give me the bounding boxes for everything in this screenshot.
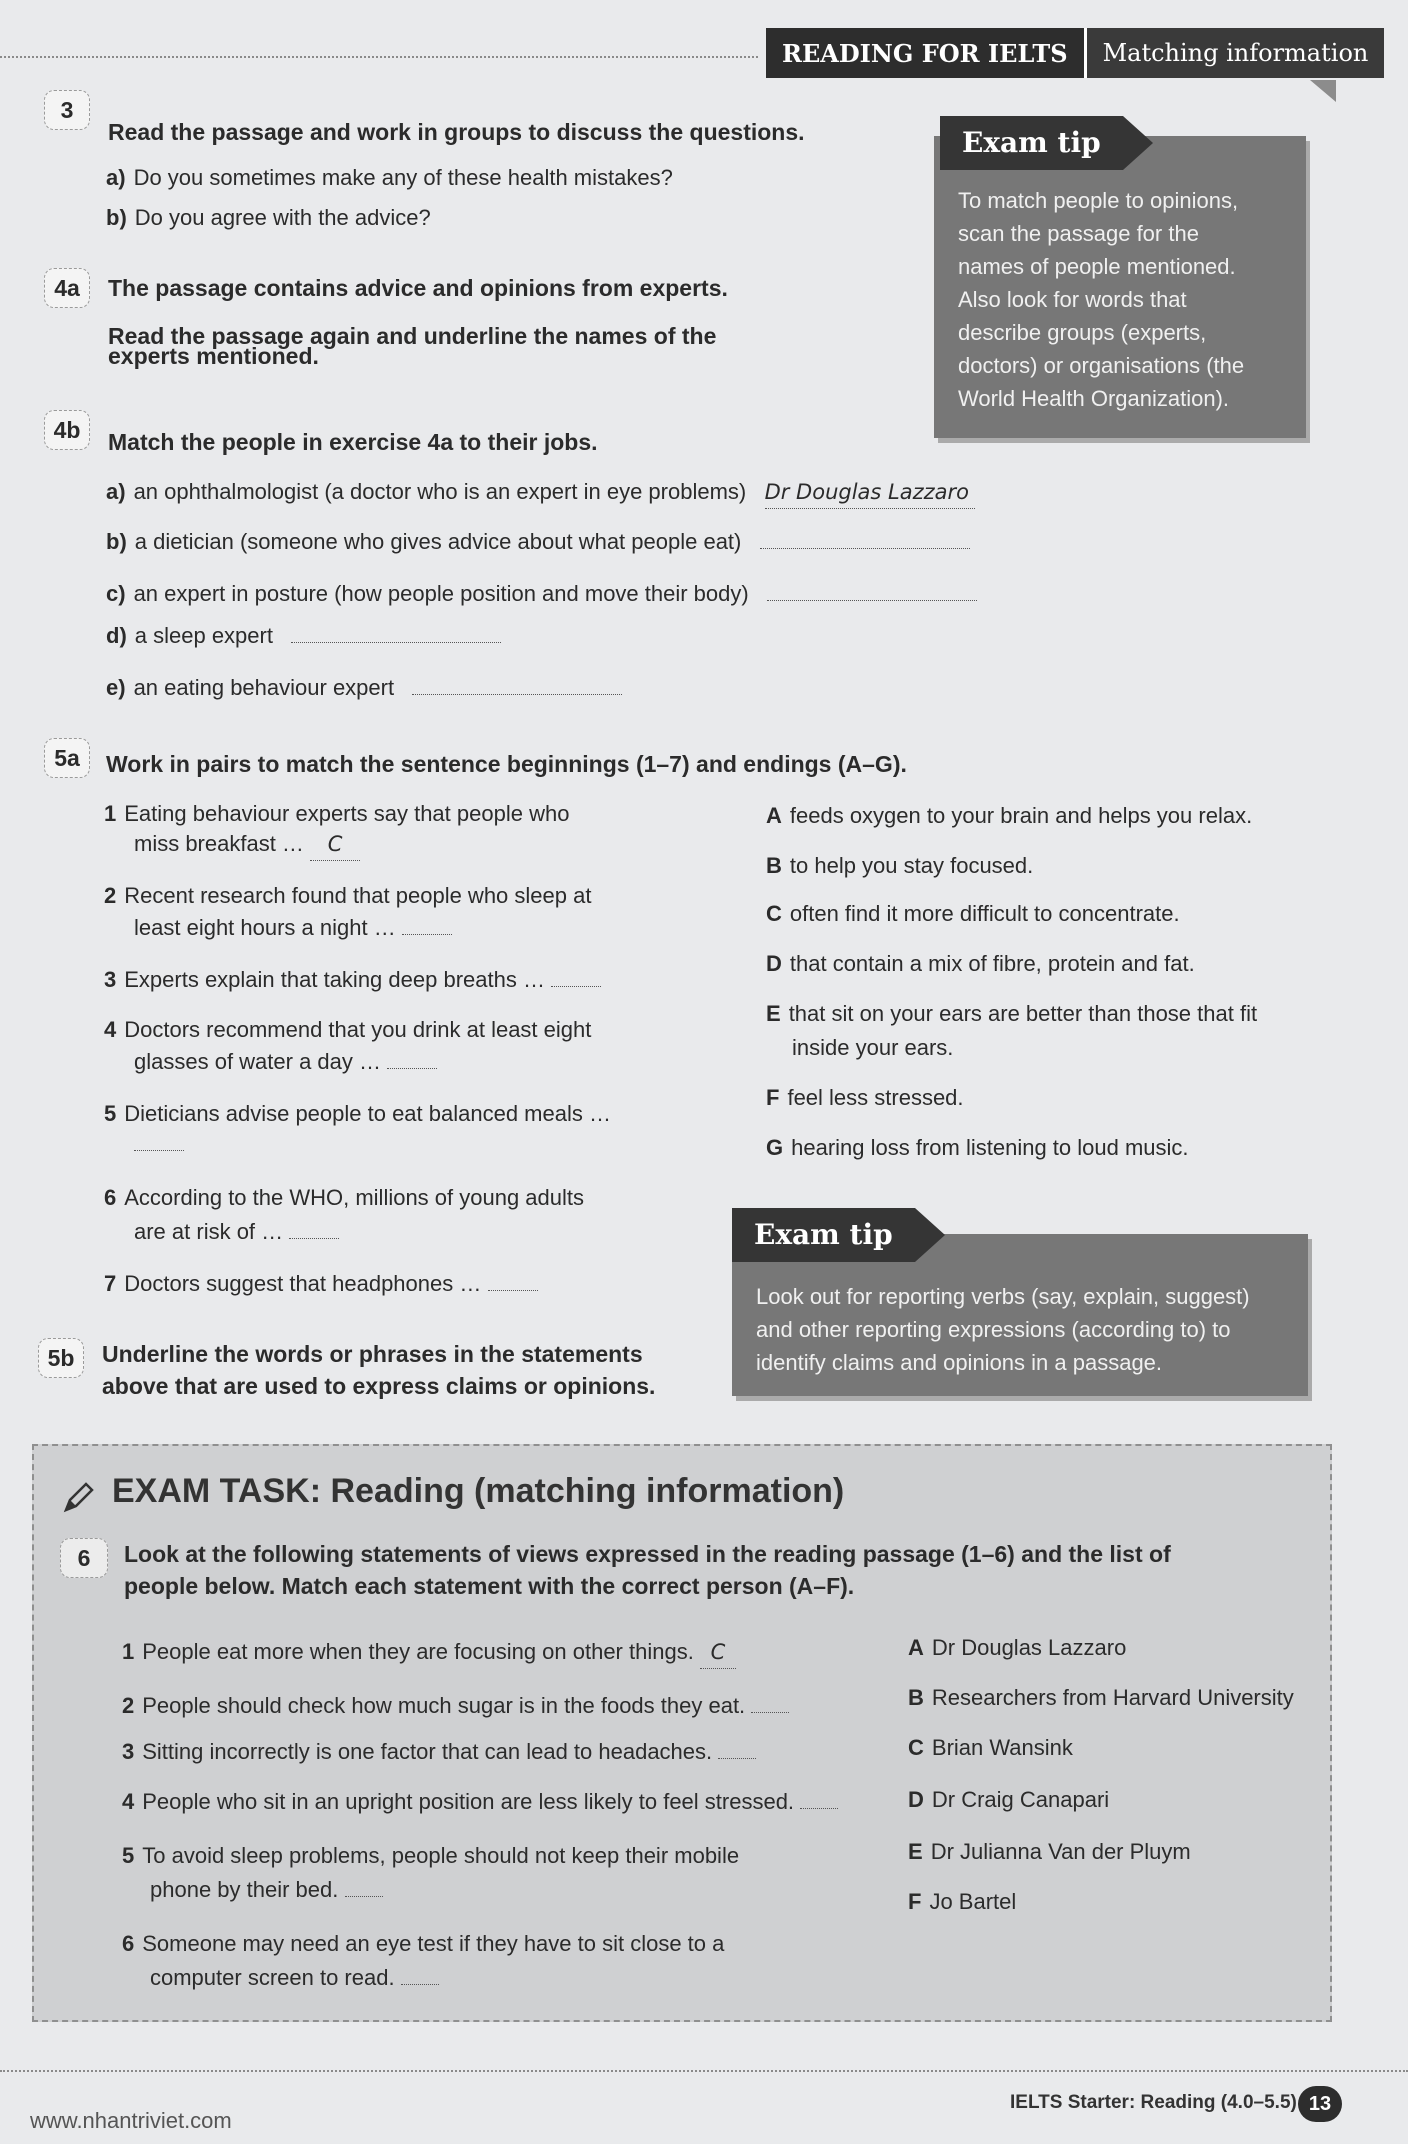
person-item [908, 1682, 1294, 1714]
section-header [766, 28, 1384, 78]
item-number: 4 [122, 1789, 135, 1814]
ending-letter: A [766, 803, 782, 828]
item-label: b) [106, 205, 127, 230]
statement-text: People should check how much sugar is in the foods they eat. [142, 1693, 746, 1718]
sentence-ending-cont: inside your ears. [792, 1035, 954, 1060]
sentence-beginning [104, 1268, 538, 1300]
item-text: Do you sometimes make any of these health mistakes? [133, 165, 673, 190]
sentence-beginning [104, 1182, 584, 1214]
sentence-ending [766, 898, 1180, 930]
item-label: d) [106, 623, 127, 648]
statement-item-cont [150, 1874, 383, 1906]
tip-line: identify claims and opinions in a passage. [756, 1350, 1163, 1375]
sentence-beginning [104, 1014, 591, 1046]
statement-item [122, 1840, 739, 1872]
answer-blank[interactable] [760, 548, 970, 549]
item-number: 1 [104, 801, 117, 826]
item-text: Doctors suggest that headphones … [124, 1271, 482, 1296]
job-item [106, 620, 501, 652]
person-name: Brian Wansink [931, 1735, 1073, 1760]
answer-blank[interactable] [387, 1068, 437, 1069]
exercise-4a-line: The passage contains advice and opinions from experts. [108, 275, 728, 301]
sentence-beginning [104, 880, 591, 912]
person-name: Dr Julianna Van der Pluym [930, 1839, 1191, 1864]
exercise-number: 5b [38, 1338, 84, 1378]
job-item [106, 526, 970, 558]
sentence-ending [766, 850, 1033, 882]
item-text: an ophthalmologist (a doctor who is an expert in eye problems) [133, 479, 747, 504]
item-number: 6 [122, 1931, 135, 1956]
person-item [908, 1632, 1126, 1664]
item-text: glasses of water a day … [134, 1049, 382, 1074]
item-text: Eating behaviour experts say that people who [124, 801, 570, 826]
person-letter: C [908, 1735, 924, 1760]
item-number: 1 [122, 1639, 135, 1664]
statement-text: phone by their bed. [150, 1877, 339, 1902]
statement-text: Someone may need an eye test if they have to sit close to a [142, 1931, 725, 1956]
statement-item-cont [150, 1962, 439, 1994]
answer-blank[interactable] [345, 1896, 383, 1897]
item-number: 3 [122, 1739, 135, 1764]
job-item [106, 476, 975, 509]
statement-item [122, 1928, 724, 1960]
person-item [908, 1886, 1016, 1918]
item-label: b) [106, 529, 127, 554]
exam-tip-text [958, 184, 1298, 415]
person-letter: E [908, 1839, 923, 1864]
sentence-beginning [104, 964, 601, 996]
statement-item [122, 1736, 756, 1768]
answer-blank[interactable] [401, 1984, 439, 1985]
exercise-3-instruction: Read the passage and work in groups to discuss the questions. [108, 119, 805, 145]
answer-blank[interactable] [800, 1808, 838, 1809]
item-number: 4 [104, 1017, 117, 1042]
sentence-ending [766, 1132, 1189, 1164]
item-text: an eating behaviour expert [133, 675, 395, 700]
ending-text: that contain a mix of fibre, protein and fat. [789, 951, 1195, 976]
pencil-icon [60, 1480, 96, 1521]
item-label: a) [106, 165, 126, 190]
person-item [908, 1784, 1109, 1816]
footer-divider [0, 2070, 1408, 2072]
exercise-4b-instruction: Match the people in exercise 4a to their jobs. [108, 429, 598, 455]
person-item [908, 1732, 1073, 1764]
item-number: 2 [104, 883, 117, 908]
item-text: a dietician (someone who gives advice about what people eat) [134, 529, 742, 554]
item-number: 3 [104, 967, 117, 992]
person-letter: D [908, 1787, 924, 1812]
tip-line: scan the passage for the [958, 221, 1199, 246]
answer-blank[interactable] [767, 600, 977, 601]
footer-book-title: IELTS Starter: Reading (4.0–5.5) [1010, 2092, 1297, 2113]
answer-blank[interactable] [751, 1712, 789, 1713]
exam-tip-text [756, 1280, 1301, 1379]
item-text: are at risk of … [134, 1219, 284, 1244]
tip-line: Look out for reporting verbs (say, explain, suggest) [756, 1284, 1250, 1309]
ending-letter: D [766, 951, 782, 976]
top-divider [0, 56, 758, 58]
item-text: Experts explain that taking deep breaths … [124, 967, 545, 992]
answer-blank[interactable] [412, 694, 622, 695]
answer-blank[interactable] [289, 1238, 339, 1239]
person-item [908, 1836, 1191, 1868]
tip-line: doctors) or organisations (the [958, 353, 1245, 378]
statement-text: People who sit in an upright position are less likely to feel stressed. [142, 1789, 795, 1814]
exam-task-instruction: Look at the following statements of views expressed in the reading passage (1–6) and the list of [124, 1541, 1171, 1567]
item-number: 5 [104, 1101, 117, 1126]
item-label: a) [106, 479, 126, 504]
ending-text: often find it more difficult to concentrate. [789, 901, 1180, 926]
exam-task-title: EXAM TASK: Reading (matching information) [112, 1472, 845, 1510]
exercise-number: 3 [44, 90, 90, 130]
exercise-3-item [106, 162, 673, 194]
sentence-beginning-cont [134, 1046, 437, 1078]
exercise-5a-instruction: Work in pairs to match the sentence beginnings (1–7) and endings (A–G). [106, 751, 907, 777]
sentence-beginning-cont [134, 828, 360, 861]
ending-letter: F [766, 1085, 780, 1110]
exam-tip-title: Exam tip [732, 1208, 915, 1262]
header-corner [1310, 80, 1336, 102]
exercise-4a-line: experts mentioned. [108, 343, 319, 369]
sentence-ending [766, 800, 1252, 832]
footer-url: www.nhantriviet.com [30, 2108, 232, 2133]
ending-text: feeds oxygen to your brain and helps you relax. [789, 803, 1253, 828]
exercise-5b-line: above that are used to express claims or opinions. [102, 1373, 656, 1399]
topic-label: Matching information [1084, 28, 1385, 78]
sentence-beginning-cont [134, 1216, 339, 1248]
item-text: Do you agree with the advice? [134, 205, 431, 230]
statement-text: Sitting incorrectly is one factor that can lead to headaches. [142, 1739, 713, 1764]
exercise-number: 4b [44, 410, 90, 450]
statement-text: To avoid sleep problems, people should not keep their mobile [142, 1843, 740, 1868]
ending-letter: G [766, 1135, 784, 1160]
tip-line: Also look for words that [958, 287, 1187, 312]
item-text: Recent research found that people who sleep at [124, 883, 592, 908]
item-text: least eight hours a night … [134, 915, 396, 940]
ending-text: feel less stressed. [787, 1085, 964, 1110]
tip-line: describe groups (experts, [958, 320, 1207, 345]
sentence-ending [766, 948, 1195, 980]
answer-blank[interactable]: Dr Douglas Lazzaro [765, 476, 975, 509]
ending-text: hearing loss from listening to loud music. [791, 1135, 1189, 1160]
ending-letter: C [766, 901, 782, 926]
answer-blank[interactable] [718, 1758, 756, 1759]
item-number: 6 [104, 1185, 117, 1210]
sentence-ending [766, 998, 1257, 1030]
answer-blank[interactable] [402, 934, 452, 935]
answer-blank[interactable]: C [700, 1636, 736, 1669]
item-number: 5 [122, 1843, 135, 1868]
person-name: Jo Bartel [929, 1889, 1017, 1914]
exercise-4a-line: Read the passage again and underline the names of the [108, 323, 717, 349]
statement-item [122, 1786, 838, 1818]
exercise-number: 5a [44, 738, 90, 778]
statement-text: People eat more when they are focusing on other things. [142, 1639, 694, 1664]
item-number: 2 [122, 1693, 135, 1718]
person-letter: A [908, 1635, 924, 1660]
sentence-beginning [104, 798, 569, 830]
answer-blank[interactable] [134, 1150, 184, 1151]
exam-tip-box [934, 136, 1306, 438]
item-text: According to the WHO, millions of young adults [124, 1185, 585, 1210]
exercise-5b-line: Underline the words or phrases in the statements [102, 1341, 643, 1367]
item-number: 7 [104, 1271, 117, 1296]
exam-tip-title: Exam tip [940, 116, 1123, 170]
tip-line: To match people to opinions, [958, 188, 1239, 213]
person-name: Dr Craig Canapari [931, 1787, 1110, 1812]
answer-blank[interactable] [291, 642, 501, 643]
job-item [106, 578, 977, 610]
sentence-beginning-cont [134, 1128, 184, 1160]
answer-blank[interactable] [488, 1290, 538, 1291]
answer-blank[interactable] [551, 986, 601, 987]
statement-text: computer screen to read. [150, 1965, 395, 1990]
item-text: an expert in posture (how people position and move their body) [133, 581, 749, 606]
person-letter: B [908, 1685, 924, 1710]
job-item [106, 672, 622, 704]
sentence-ending [766, 1082, 964, 1114]
item-text: Doctors recommend that you drink at least eight [124, 1017, 592, 1042]
exam-task-instruction: people below. Match each statement with the correct person (A–F). [124, 1573, 855, 1599]
item-label: c) [106, 581, 126, 606]
sentence-beginning [104, 1098, 611, 1130]
answer-blank[interactable]: C [310, 828, 360, 861]
statement-item [122, 1636, 736, 1669]
ending-letter: E [766, 1001, 781, 1026]
item-text: miss breakfast … [134, 831, 304, 856]
ending-letter: B [766, 853, 782, 878]
person-name: Dr Douglas Lazzaro [931, 1635, 1127, 1660]
exercise-number: 4a [44, 268, 90, 308]
section-label: READING FOR IELTS [766, 28, 1084, 78]
item-label: e) [106, 675, 126, 700]
statement-item [122, 1690, 789, 1722]
ending-text: that sit on your ears are better than those that fit [788, 1001, 1258, 1026]
sentence-beginning-cont [134, 912, 452, 944]
ending-text: to help you stay focused. [789, 853, 1034, 878]
tip-line: names of people mentioned. [958, 254, 1236, 279]
exercise-3-item [106, 202, 431, 234]
page-number: 13 [1298, 2086, 1342, 2122]
exam-task-box [32, 1444, 1332, 2022]
item-text: a sleep expert [134, 623, 273, 648]
tip-line: World Health Organization). [958, 386, 1230, 411]
person-name: Researchers from Harvard University [931, 1685, 1294, 1710]
exercise-number: 6 [60, 1538, 108, 1578]
item-text: Dieticians advise people to eat balanced meals … [124, 1101, 611, 1126]
tip-line: and other reporting expressions (according to) to [756, 1317, 1231, 1342]
person-letter: F [908, 1889, 922, 1914]
